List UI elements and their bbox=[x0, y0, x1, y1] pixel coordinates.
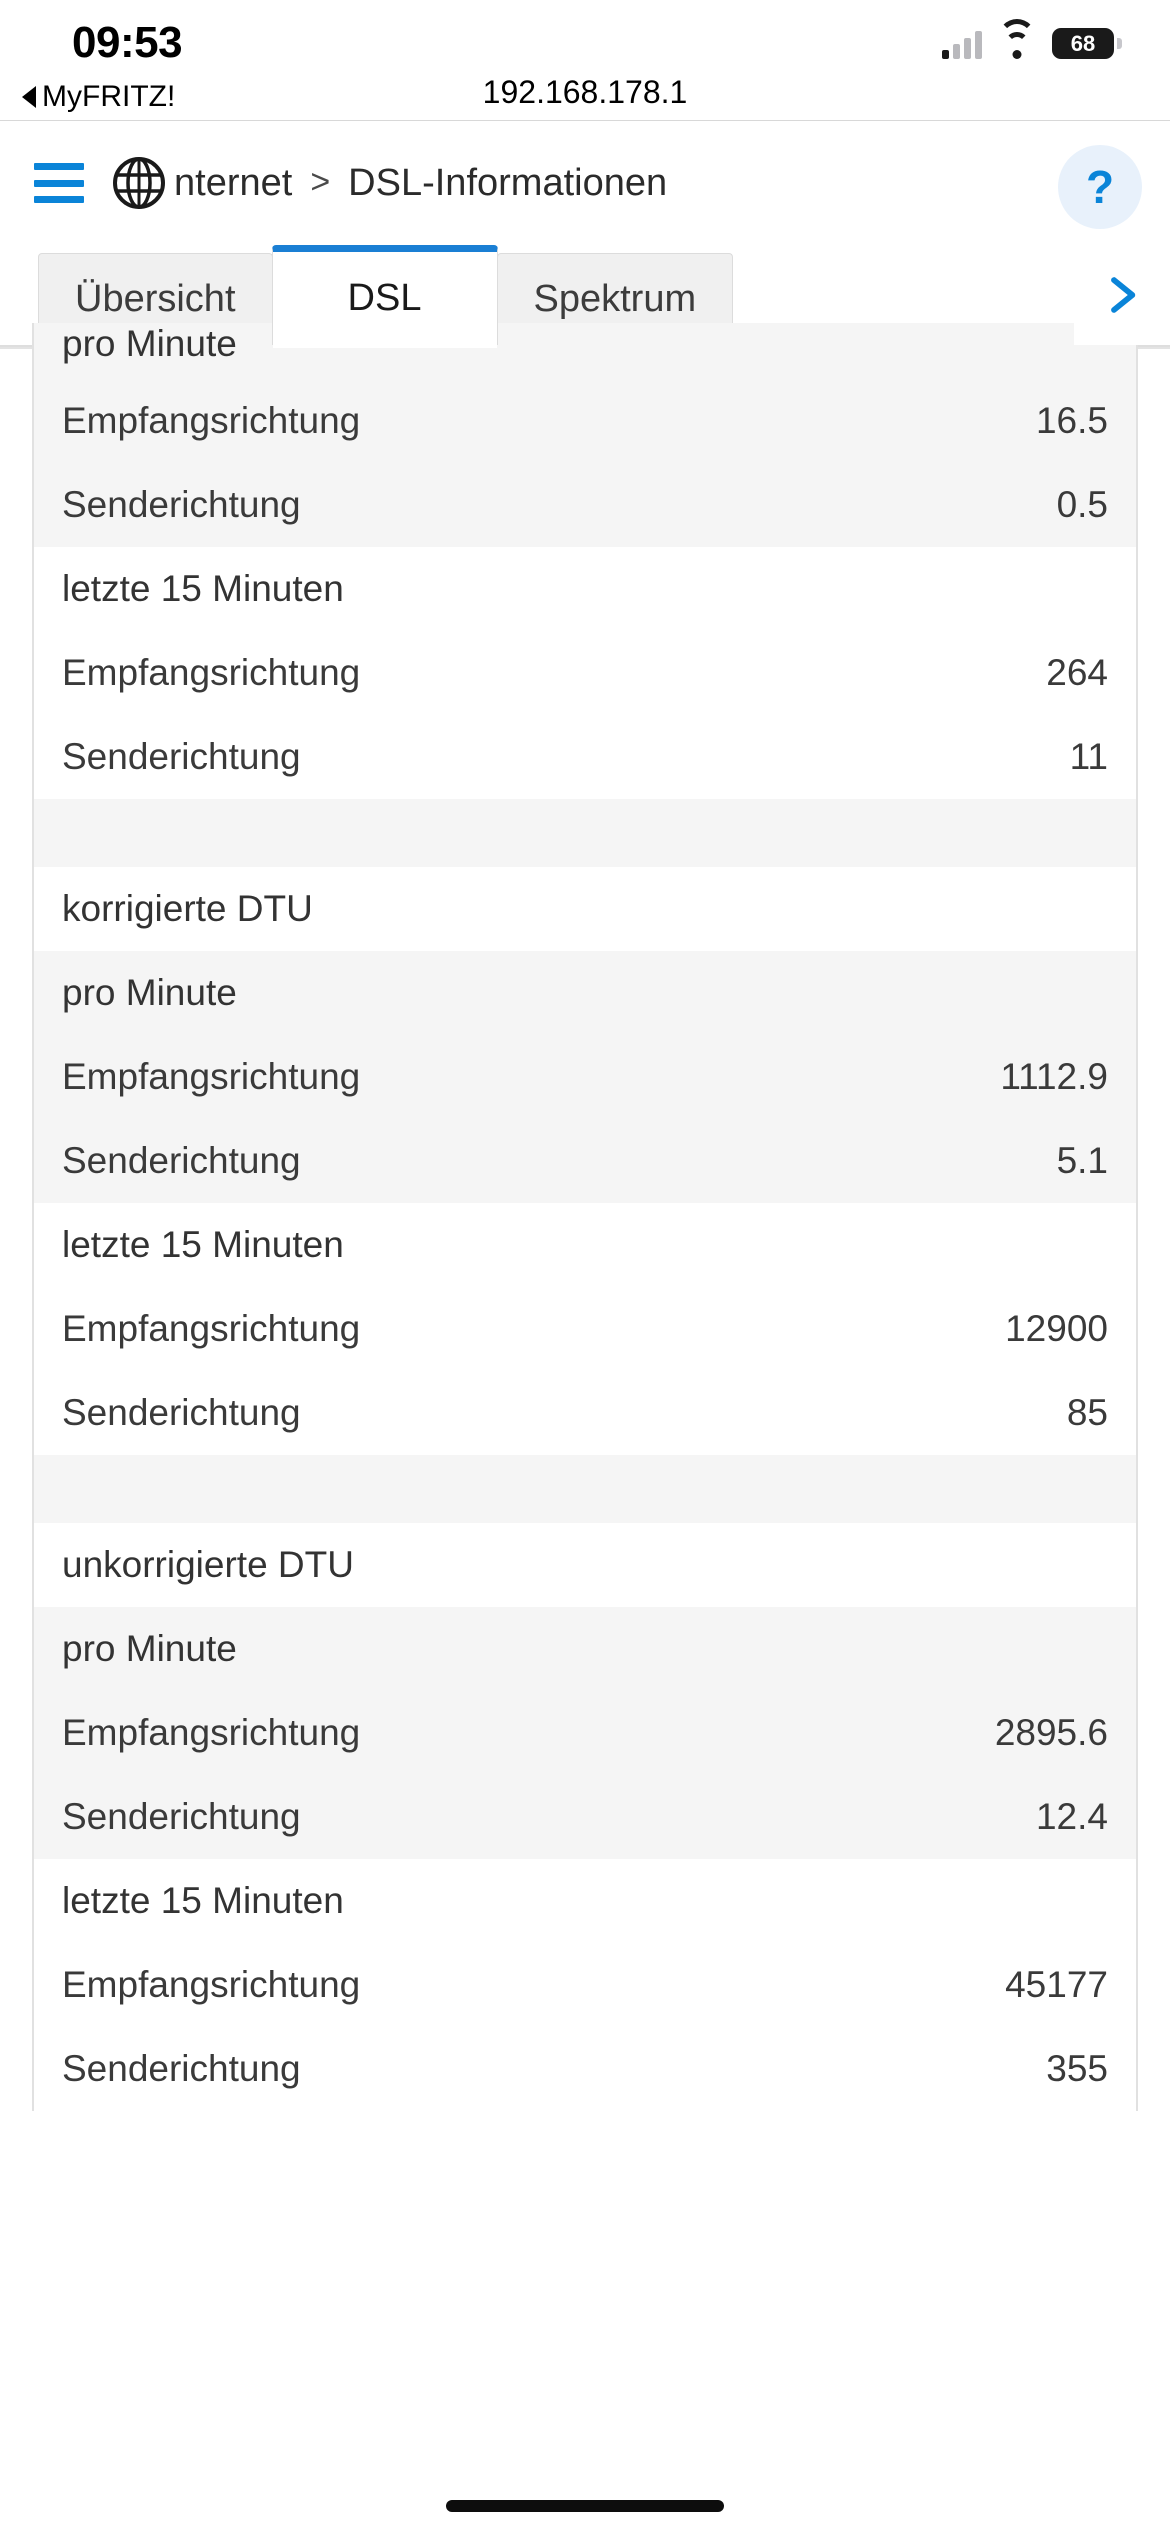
row-value: 1112.9 bbox=[1000, 1055, 1108, 1097]
breadcrumb-parent[interactable]: nternet bbox=[174, 161, 293, 204]
table-row bbox=[34, 323, 1136, 379]
row-label: Senderichtung bbox=[62, 2047, 301, 2089]
table-spacer-row bbox=[34, 799, 1136, 867]
table-row bbox=[34, 2027, 1136, 2111]
row-label: Empfangsrichtung bbox=[62, 1055, 361, 1097]
table-row bbox=[34, 463, 1136, 547]
table-row bbox=[34, 1775, 1136, 1859]
row-label: Senderichtung bbox=[62, 483, 301, 525]
row-label: letzte 15 Minuten bbox=[62, 567, 344, 609]
row-label: pro Minute bbox=[62, 323, 237, 364]
row-label: Senderichtung bbox=[62, 1391, 301, 1433]
table-row bbox=[34, 1287, 1136, 1371]
table-spacer-row bbox=[34, 1455, 1136, 1523]
app-header bbox=[0, 121, 1170, 245]
tab-uebersicht[interactable]: Übersicht bbox=[38, 253, 273, 345]
row-label: pro Minute bbox=[62, 1627, 237, 1669]
tabs-scroll-right-button[interactable] bbox=[1074, 245, 1170, 345]
row-label: Empfangsrichtung bbox=[62, 399, 361, 441]
table-row bbox=[34, 1607, 1136, 1691]
dsl-statistics-table bbox=[32, 323, 1138, 2111]
ios-status-bar bbox=[0, 0, 1170, 120]
row-value: 0.5 bbox=[1056, 483, 1108, 525]
dsl-info-scroll-area[interactable] bbox=[0, 323, 1170, 2532]
table-row bbox=[34, 631, 1136, 715]
row-label: Senderichtung bbox=[62, 1795, 301, 1837]
breadcrumb bbox=[174, 162, 1146, 205]
table-row bbox=[34, 547, 1136, 631]
cellular-signal-icon bbox=[942, 29, 982, 59]
row-value: 264 bbox=[1046, 651, 1108, 693]
row-label: Empfangsrichtung bbox=[62, 1711, 361, 1753]
table-row bbox=[34, 951, 1136, 1035]
row-value: 16.5 bbox=[1035, 399, 1108, 441]
back-app-label: MyFRITZ! bbox=[42, 80, 176, 113]
table-row bbox=[34, 1371, 1136, 1455]
table-row bbox=[34, 1035, 1136, 1119]
table-row bbox=[34, 1523, 1136, 1607]
table-row bbox=[34, 715, 1136, 799]
row-label: Empfangsrichtung bbox=[62, 651, 361, 693]
globe-icon bbox=[112, 156, 166, 210]
row-value: 11 bbox=[1069, 735, 1108, 777]
chevron-right-icon bbox=[1099, 272, 1145, 318]
browser-url-label[interactable]: 192.168.178.1 bbox=[482, 74, 688, 110]
battery-icon bbox=[1052, 28, 1114, 59]
battery-level-label: 68 bbox=[1070, 30, 1096, 56]
table-row bbox=[34, 1859, 1136, 1943]
row-value: 45177 bbox=[1005, 1963, 1108, 2005]
help-button[interactable]: ? bbox=[1058, 145, 1142, 229]
status-bar-indicators bbox=[942, 28, 1114, 59]
table-row bbox=[34, 379, 1136, 463]
row-label: Senderichtung bbox=[62, 1139, 301, 1181]
row-label: Empfangsrichtung bbox=[62, 1307, 361, 1349]
table-row bbox=[34, 867, 1136, 951]
breadcrumb-current: DSL-Informationen bbox=[348, 161, 668, 204]
row-label: letzte 15 Minuten bbox=[62, 1223, 344, 1265]
status-bar-clock: 09:53 bbox=[72, 18, 183, 67]
table-row bbox=[34, 1203, 1136, 1287]
hamburger-menu-icon[interactable] bbox=[34, 163, 84, 203]
row-value: 355 bbox=[1046, 2047, 1108, 2089]
table-row bbox=[34, 1691, 1136, 1775]
table-row bbox=[34, 1943, 1136, 2027]
row-value: 12900 bbox=[1005, 1307, 1108, 1349]
row-label: pro Minute bbox=[62, 971, 237, 1013]
row-label: unkorrigierte DTU bbox=[62, 1543, 354, 1585]
table-row bbox=[34, 1119, 1136, 1203]
row-label: Senderichtung bbox=[62, 735, 301, 777]
row-value: 85 bbox=[1066, 1391, 1108, 1433]
tab-dsl[interactable]: DSL bbox=[272, 245, 498, 345]
home-indicator bbox=[446, 2500, 724, 2512]
wifi-icon bbox=[998, 29, 1036, 59]
row-label: korrigierte DTU bbox=[62, 887, 313, 929]
row-label: Empfangsrichtung bbox=[62, 1963, 361, 2005]
row-value: 5.1 bbox=[1056, 1139, 1108, 1181]
row-label: letzte 15 Minuten bbox=[62, 1879, 344, 1921]
tab-spektrum[interactable]: Spektrum bbox=[497, 253, 734, 345]
row-value: 12.4 bbox=[1035, 1795, 1108, 1837]
row-value: 2895.6 bbox=[994, 1711, 1108, 1753]
breadcrumb-separator-icon: > bbox=[310, 162, 331, 201]
